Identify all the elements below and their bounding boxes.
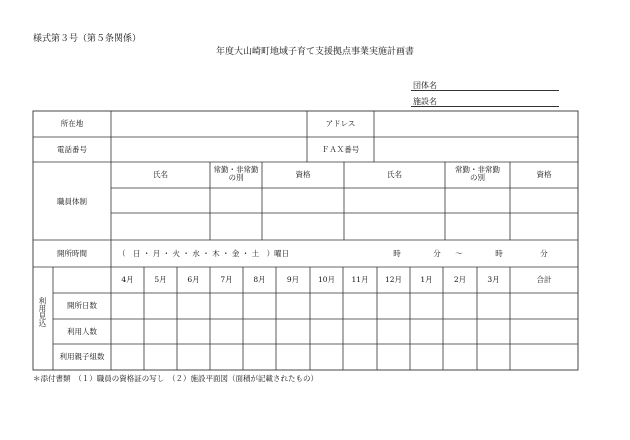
staff-employment-header-2-line1: 常勤・非常勤: [455, 165, 500, 174]
facility-name-label: 施設名: [413, 97, 437, 106]
month-header: 11月: [351, 275, 369, 284]
staff-name-header: 氏名: [153, 170, 168, 179]
month-header: 3月: [487, 275, 500, 284]
group-name-label: 団体名: [413, 81, 437, 90]
fax-label: ＦＡＸ番号: [321, 145, 360, 154]
staff-employment-header: [210, 166, 262, 183]
parent-child-groups-label: 利用親子組数: [59, 352, 105, 361]
month-header: 8月: [253, 275, 266, 284]
month-header: 6月: [187, 275, 200, 284]
open-days-label: 開所日数: [67, 301, 97, 310]
time-range-tilde: ～: [455, 249, 463, 258]
staff-employment-header-line2: の別: [228, 173, 244, 183]
fax-input[interactable]: [374, 137, 578, 162]
staff-name-header-2: 氏名: [387, 170, 402, 179]
weekdays-selector[interactable]: （ 日 ・ 月 ・ 火 ・ 水 ・ 木 ・ 金 ・ 土 ）曜日: [118, 249, 290, 258]
month-header: 9月: [286, 275, 300, 284]
staff-qualification-header: 資格: [295, 170, 311, 179]
phone-label: 電話番号: [57, 145, 87, 154]
staff-employment-header-line1: 常勤・非常勤: [213, 165, 259, 174]
users-count-label: 利用人数: [67, 327, 97, 336]
staff-system-label: 職員体制: [57, 197, 87, 206]
month-header: 12月: [384, 275, 403, 284]
month-header: 1月: [420, 275, 433, 284]
location-input[interactable]: [111, 111, 307, 137]
staff-employment-header-2: [445, 166, 510, 183]
staff-qualification-header-2: 資格: [536, 170, 552, 179]
month-header: 5月: [154, 275, 167, 284]
month-header: 7月: [220, 275, 233, 284]
location-label: 所在地: [60, 119, 84, 128]
document-title: 年度大山崎町地域子育て支援拠点事業実施計画書: [215, 47, 414, 57]
form-number: 様式第３号（第５条関係）: [33, 34, 142, 44]
phone-input[interactable]: [111, 137, 307, 162]
open-minute-label: 分: [433, 249, 441, 258]
close-hour-label: 時: [495, 249, 503, 258]
address-label: アドレス: [325, 119, 356, 128]
total-header: 合計: [536, 275, 552, 284]
close-minute-label: 分: [540, 249, 548, 258]
month-header: 10月: [317, 275, 336, 284]
staff-employment-header-2-line2: の別: [470, 173, 485, 183]
open-hour-label: 時: [393, 249, 401, 258]
opening-hours-label: 開所時間: [57, 249, 87, 258]
month-header: 4月: [121, 275, 134, 284]
address-input[interactable]: [374, 111, 578, 137]
month-header: 2月: [453, 275, 467, 284]
usage-forecast-label: 利用見込: [37, 297, 47, 327]
attachments-note: ＊添付書類 （１）職員の資格証の写し （２）施設平面図（面積が記載されたもの）: [33, 374, 318, 383]
